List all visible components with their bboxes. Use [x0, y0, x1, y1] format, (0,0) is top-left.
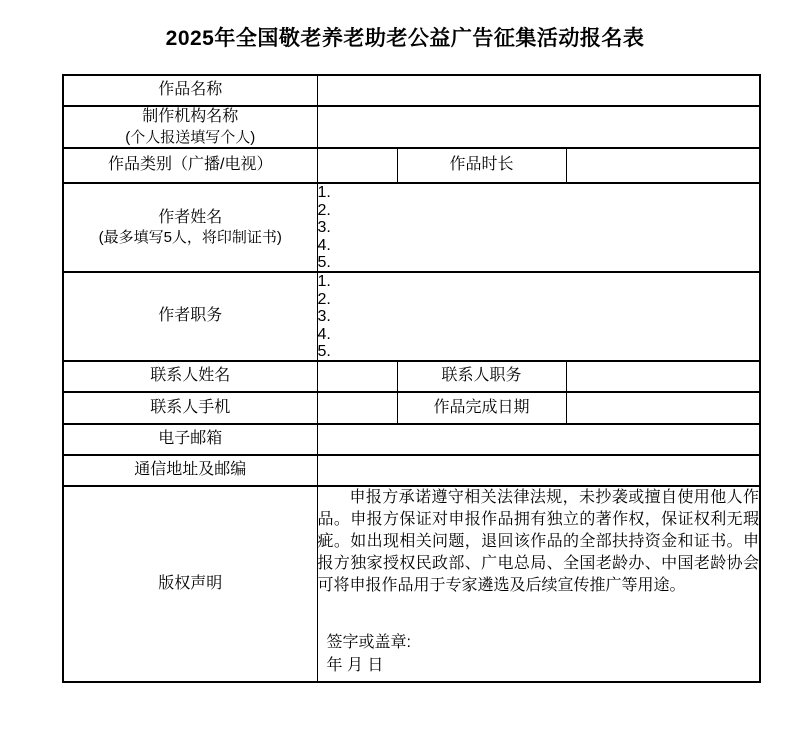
contact-phone-label: 联系人手机	[63, 392, 317, 424]
table-row	[63, 361, 760, 392]
table-row	[63, 183, 760, 272]
author-name-item-1[interactable]: 1.	[317, 184, 331, 202]
table-row	[63, 455, 760, 486]
copyright-statement: 申报方承诺遵守相关法律法规，未抄袭或擅自使用他人作品。申报方保证对申报作品拥有独立的著作权，保证权利无瑕疵。如出现相关问题，退回该作品的全部扶持资金和证书。申报方独家授权民政部、广电总局、全国老龄办、中国老龄协会可将申报作品用于专家遴选及后续宣传推广等用途。	[317, 489, 759, 595]
table-row	[63, 272, 760, 361]
contact-title-field[interactable]	[566, 361, 760, 392]
work-name-label: 作品名称	[63, 75, 317, 106]
author-title-item-4[interactable]: 4.	[317, 325, 331, 343]
email-label: 电子邮箱	[63, 424, 317, 455]
duration-field[interactable]	[566, 148, 760, 183]
copyright-content	[317, 486, 760, 682]
contact-title-label: 联系人职务	[397, 361, 566, 392]
producer-label	[63, 106, 317, 148]
author-names-field[interactable]	[317, 183, 760, 272]
producer-label-line2: (个人报送填写个人)	[125, 128, 256, 146]
work-name-field[interactable]	[317, 75, 760, 106]
email-field[interactable]	[317, 424, 760, 455]
author-names-label-line2: (最多填写5人，将印制证书)	[98, 229, 282, 247]
category-field[interactable]	[317, 148, 397, 183]
address-field[interactable]	[317, 455, 760, 486]
author-title-item-1[interactable]: 1.	[317, 273, 331, 291]
address-label: 通信地址及邮编	[63, 455, 317, 486]
date-line[interactable]: 年 月 日	[326, 657, 384, 675]
contact-name-field[interactable]	[317, 361, 397, 392]
author-names-label	[63, 183, 317, 272]
signature-label[interactable]: 签字或盖章:	[326, 634, 411, 652]
category-label: 作品类别（广播/电视）	[63, 148, 317, 183]
author-names-label-line1: 作者姓名	[158, 208, 223, 226]
table-row	[63, 148, 760, 183]
table-row	[63, 106, 760, 148]
signature-block	[318, 631, 760, 677]
author-titles-label: 作者职务	[63, 272, 317, 361]
duration-label: 作品时长	[397, 148, 566, 183]
producer-label-line1: 制作机构名称	[142, 108, 239, 125]
completion-date-field[interactable]	[566, 392, 760, 424]
author-title-item-3[interactable]: 3.	[317, 308, 331, 326]
page-title: 2025年全国敬老养老助老公益广告征集活动报名表	[165, 27, 645, 50]
table-row	[63, 75, 760, 106]
author-name-item-5[interactable]: 5.	[317, 253, 331, 271]
copyright-label: 版权声明	[63, 486, 317, 682]
table-row	[63, 486, 760, 682]
producer-field[interactable]	[317, 106, 760, 148]
author-titles-field[interactable]	[317, 272, 760, 361]
contact-phone-field[interactable]	[317, 392, 397, 424]
author-name-item-2[interactable]: 2.	[317, 201, 331, 219]
author-name-item-4[interactable]: 4.	[317, 236, 331, 254]
completion-date-label: 作品完成日期	[397, 392, 566, 424]
author-title-item-5[interactable]: 5.	[317, 342, 331, 360]
contact-name-label: 联系人姓名	[63, 361, 317, 392]
author-title-item-2[interactable]: 2.	[317, 290, 331, 308]
table-row	[63, 424, 760, 455]
registration-form-table	[62, 74, 761, 683]
table-row	[63, 392, 760, 424]
author-name-item-3[interactable]: 3.	[317, 219, 331, 237]
